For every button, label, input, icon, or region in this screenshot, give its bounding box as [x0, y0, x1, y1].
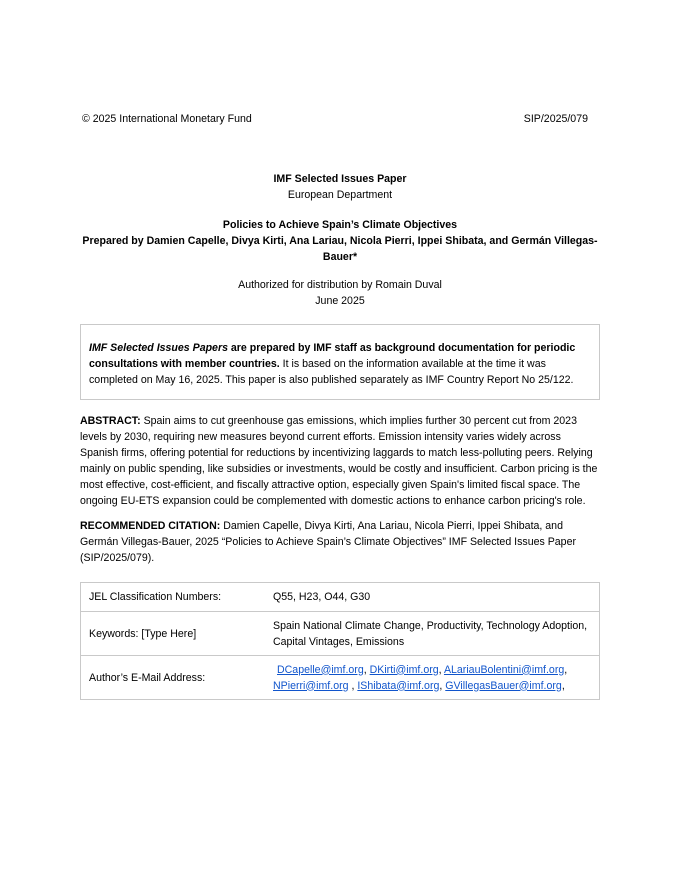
page-top-meta — [82, 111, 588, 127]
paper-header — [80, 171, 600, 203]
email-link-capelle[interactable]: DCapelle@imf.org — [277, 663, 364, 676]
disclaimer-italic-lead: IMF Selected Issues Papers — [89, 342, 228, 354]
authors-line: Prepared by Damien Capelle, Divya Kirti, Ana Lariau, Nicola Pierri, Ippei Shibata, and Germán Villegas-Bauer* — [82, 235, 598, 263]
disclaimer-box — [80, 324, 600, 400]
table-row — [81, 612, 600, 656]
paper-number: SIP/2025/079 — [523, 113, 588, 125]
email-separator: , — [439, 679, 446, 692]
email-link-shibata[interactable]: IShibata@imf.org — [357, 679, 440, 692]
jel-label: JEL Classification Numbers: — [81, 583, 258, 612]
table-row — [81, 583, 600, 612]
email-link-lariau[interactable]: ALariauBolentini@imf.org — [443, 663, 565, 676]
email-list — [257, 656, 600, 700]
citation-text: Damien Capelle, Divya Kirti, Ana Lariau, Nicola Pierri, Ippei Shibata, and Germán Villegas-Bauer, 2025 “Policies to Achieve Spain’s Climate Objectives” IMF Selected Issues Paper (SIP/2025/079). — [80, 520, 576, 564]
abstract-label: ABSTRACT: — [80, 415, 141, 427]
email-separator: , — [564, 663, 568, 676]
abstract-text: Spain aims to cut greenhouse gas emissions, which implies further 30 percent cut from 2023 levels by 2030, requiring new measures beyond current efforts. Emission intensity varies widely across Spanish firms, offering potential for reductions by incentivizing laggards to match less-polluting peers. Relying mainly on public spending, like subsidies or investments, would be costly and insufficient. Carbon pricing is the most effective, cost-efficient, and fiscally attractive option, especially given Spain's limited fiscal space. The ongoing EU-ETS expansion could be complemented with domestic actions to enhance carbon pricing's role. — [80, 415, 598, 507]
authorization-block — [80, 277, 600, 309]
authorized-by: Authorized for distribution by Romain Duval — [238, 279, 442, 291]
info-table — [80, 582, 600, 700]
copyright-text: © 2025 International Monetary Fund — [82, 113, 252, 125]
email-link-kirti[interactable]: DKirti@imf.org — [369, 663, 439, 676]
table-row — [81, 656, 600, 700]
title-block — [80, 217, 600, 265]
paper-title: Policies to Achieve Spain’s Climate Objectives — [222, 219, 458, 231]
keywords-value: Spain National Climate Change, Productivity, Technology Adoption, Capital Vintages, Emissions — [257, 612, 600, 656]
series-title: IMF Selected Issues Paper — [273, 173, 407, 185]
disclaimer-bold-text: are prepared by IMF staff as background documentation for periodic consultations with member countries. — [89, 342, 576, 370]
department-name: European Department — [287, 189, 393, 201]
citation-paragraph — [80, 518, 600, 566]
publication-date: June 2025 — [315, 295, 365, 307]
email-separator: , — [348, 679, 358, 692]
email-link-pierri[interactable]: NPierri@imf.org — [273, 679, 349, 692]
abstract-paragraph — [80, 413, 600, 509]
email-separator: , — [438, 663, 444, 676]
email-label: Author’s E-Mail Address: — [81, 656, 258, 700]
email-separator: , — [561, 679, 565, 692]
email-separator: , — [363, 663, 370, 676]
jel-value: Q55, H23, O44, G30 — [257, 583, 600, 612]
citation-label: RECOMMENDED CITATION: — [80, 520, 221, 532]
email-link-villegas-bauer[interactable]: GVillegasBauer@imf.org — [445, 679, 562, 692]
disclaimer-normal-text: It is based on the information available at the time it was completed on May 16, 2025. This paper is also published separately as IMF Country Report No 25/122. — [89, 358, 574, 386]
keywords-label: Keywords: [Type Here] — [81, 612, 258, 656]
